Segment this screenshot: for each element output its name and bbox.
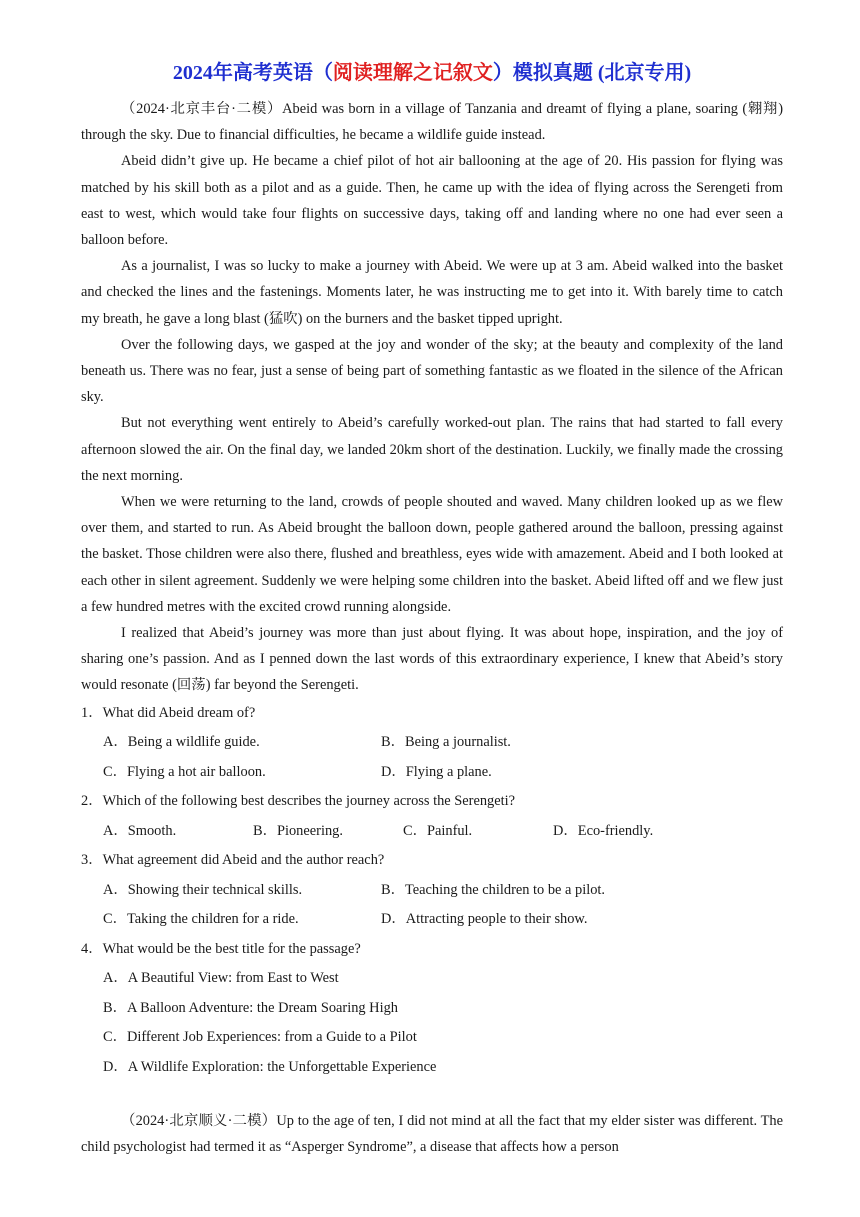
document-page — [81, 58, 783, 1161]
option-a: A．Smooth. — [103, 822, 177, 839]
question-2 — [81, 787, 783, 846]
question-1 — [81, 699, 783, 788]
option-c: C．Different Job Experiences: from a Guide to a Pilot — [103, 1029, 417, 1046]
option-list — [81, 876, 783, 935]
page-title — [81, 58, 783, 88]
question-4 — [81, 935, 783, 1083]
title-suffix: ）模拟真题 (北京专用) — [492, 62, 692, 84]
option-b: B．Teaching the children to be a pilot. — [381, 881, 605, 898]
option-a: A．Showing their technical skills. — [103, 881, 303, 898]
question-3 — [81, 846, 783, 935]
option-a: A．Being a wildlife guide. — [103, 734, 260, 751]
option-b: B．Being a journalist. — [381, 734, 511, 751]
question-stem: 4．What would be the best title for the passage? — [81, 940, 361, 957]
passage-1 — [81, 96, 783, 699]
option-c: C．Taking the children for a ride. — [103, 911, 299, 928]
passage-paragraph: Abeid didn’t give up. He became a chief pilot of hot air ballooning at the age of 20. His passion for flying was matched by his skill both as a pilot and as a guide. Then, he came up with the idea of flying across the Serengeti from east to west, which would take four flights on successive days, taking off and landing where no one had ever seen a balloon before. — [81, 153, 783, 249]
title-genre: 阅读理解之记叙文 — [332, 62, 493, 84]
option-d: D．Eco-friendly. — [553, 822, 654, 839]
passage-paragraph: When we were returning to the land, crowds of people shouted and waved. Many children looked up as we flew over them, and started to run. As Abeid brought the balloon down, people gathered around the balloon, pressing against the basket. Those children were also there, flushed and breathless, eyes wide with amazement. Abeid and I both looked at each other in silent agreement. Suddenly we were helping some children into the basket. Abeid lifted off and we flew just a few hundred metres with the excited crowd running alongside. — [81, 494, 783, 615]
section-gap — [81, 1082, 783, 1108]
passage-paragraph: （2024·北京顺义·二模）Up to the age of ten, I did not mind at all the fact that my elder sister was different. The child psychologist had termed it as “Asperger Syndrome”, a disease that affects how a person — [81, 1113, 783, 1156]
option-d: D．A Wildlife Exploration: the Unforgettable Experience — [103, 1058, 437, 1075]
question-stem: 2．Which of the following best describes the journey across the Serengeti? — [81, 793, 515, 810]
option-list — [81, 964, 783, 1082]
passage-paragraph: But not everything went entirely to Abeid’s carefully worked-out plan. The rains that had started to fall every afternoon slowed the air. On the final day, we landed 20km short of the destination. Luckily, we finally made the crossing the next morning. — [81, 415, 783, 484]
passage-paragraph: Over the following days, we gasped at the joy and wonder of the sky; at the beauty and complexity of the land beneath us. There was no fear, just a sense of being part of something fantastic as we floated in the silence of the African sky. — [81, 336, 783, 406]
option-list — [81, 817, 783, 847]
option-a: A．A Beautiful View: from East to West — [103, 970, 339, 987]
question-stem: 3．What agreement did Abeid and the author reach? — [81, 852, 385, 869]
option-b: B．A Balloon Adventure: the Dream Soaring High — [103, 999, 398, 1016]
option-c: C．Flying a hot air balloon. — [103, 763, 266, 780]
option-b: B．Pioneering. — [253, 822, 343, 839]
option-list — [81, 728, 783, 787]
passage-paragraph: I realized that Abeid’s journey was more than just about flying. It was about hope, inspiration, and the joy of sharing one’s passion. And as I penned down the last words of this extraordinary experience, I knew that Abeid’s story would resonate (回荡) far beyond the Serengeti. — [81, 625, 783, 694]
question-stem: 1．What did Abeid dream of? — [81, 704, 256, 721]
passage-2 — [81, 1108, 783, 1160]
title-prefix: 2024年高考英语（ — [172, 62, 333, 84]
option-c: C．Painful. — [403, 822, 473, 839]
passage-paragraph: As a journalist, I was so lucky to make a journey with Abeid. We were up at 3 am. Abeid walked into the basket and checked the lines and the fastenings. Moments later, he was instructing me to get into it. With barely time to catch my breath, he gave a long blast (猛吹) on the burners and the basket tipped upright. — [81, 258, 783, 327]
passage-paragraph: （2024·北京丰台·二模）Abeid was born in a village of Tanzania and dreamt of flying a plane, soaring (翱翔) through the sky. Due to financial difficulties, he became a wildlife guide instead. — [81, 101, 783, 144]
option-d: D．Attracting people to their show. — [381, 911, 588, 928]
option-d: D．Flying a plane. — [381, 763, 492, 780]
